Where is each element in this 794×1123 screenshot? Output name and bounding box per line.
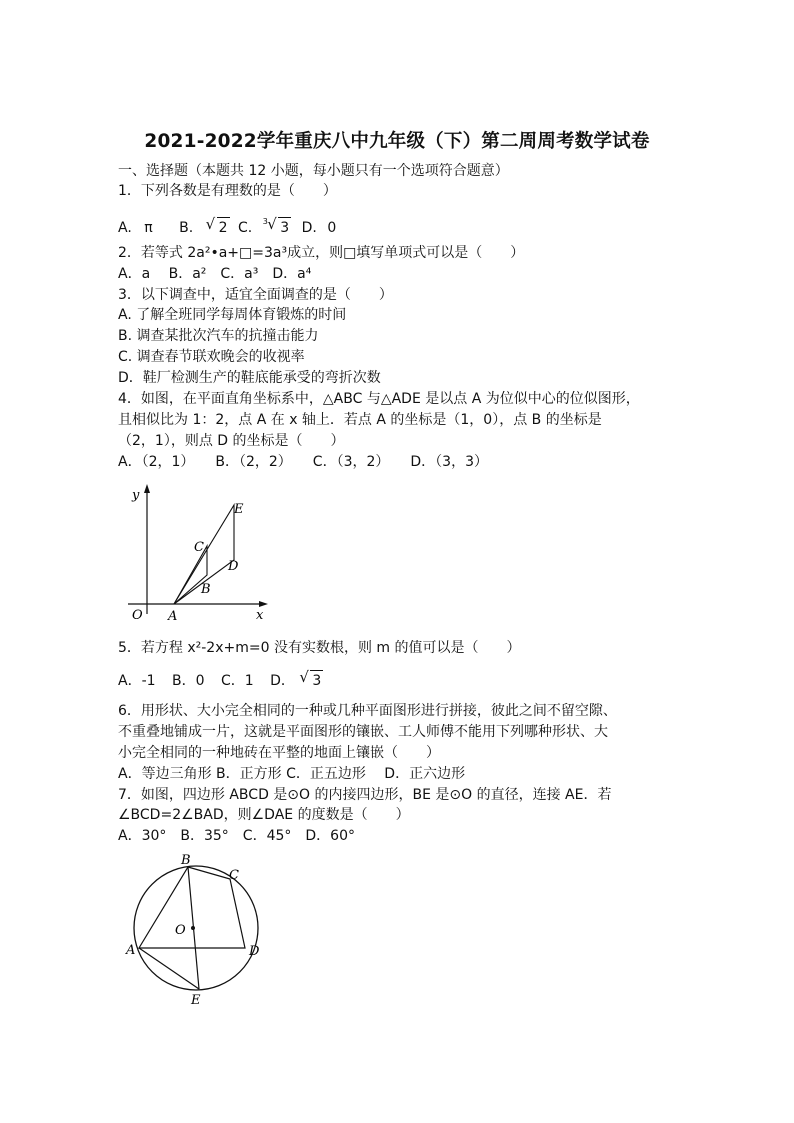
option-b-label: B. [179, 220, 194, 236]
question-7-options: A．30° B．35° C．45° D．60° [118, 828, 355, 844]
option-a: A．-1 [118, 673, 156, 689]
segment-ae [139, 948, 199, 989]
option-c-label: C. [238, 220, 253, 236]
label-c: C [229, 868, 239, 883]
option-d-value: 3 [310, 670, 323, 691]
question-6-stem-line2: 不重叠地铺成一片，这就是平面图形的镶嵌、工人师傅不能用下列哪种形状、大 [118, 724, 608, 740]
question-6-stem-line1: 6．用形状、大小完全相同的一种或几种平面图形进行拼接，彼此之间不留空隙、 [118, 703, 617, 719]
label-a: A [126, 943, 136, 958]
label-e: E [234, 502, 244, 517]
option-d-label: D． [270, 673, 295, 689]
label-y: y [132, 488, 140, 503]
option-d-label: D. [301, 220, 317, 236]
question-1-options [118, 212, 336, 238]
question-1-stem: 1．下列各数是有理数的是（ ） [118, 183, 337, 199]
center-dot [191, 926, 195, 930]
question-3-option-d: D．鞋厂检测生产的鞋底能承受的弯折次数 [118, 370, 381, 386]
question-5-stem: 5．若方程 x²-2x+m=0 没有实数根，则 m 的值可以是（ ） [118, 640, 521, 656]
option-d-value: 0 [327, 220, 337, 236]
question-4-figure [124, 478, 274, 628]
option-a-label: A. [118, 220, 132, 236]
label-x: x [256, 608, 264, 623]
cube-root-index: 3 [262, 217, 268, 226]
question-6-stem-line3: 小完全相同的一种地砖在平整的地面上镶嵌（ ） [118, 745, 440, 761]
question-6-options: A．等边三角形 B．正方形 C．正五边形 D．正六边形 [118, 766, 466, 782]
label-d: D [228, 559, 239, 574]
label-a: A [168, 609, 178, 624]
option-c-value: 3 [278, 217, 291, 238]
option-b: B．0 [172, 673, 205, 689]
question-7-figure [122, 852, 272, 1010]
cube-root-symbol: √ 3 [267, 215, 290, 236]
question-5-options [118, 670, 323, 691]
question-4-stem-line1: 4．如图，在平面直角坐标系中，△ABC 与△ADE 是以点 A 为位似中心的位似图形， [118, 391, 640, 407]
label-b: B [181, 853, 191, 868]
question-3-option-b: B. 调查某批次汽车的抗撞击能力 [118, 328, 319, 344]
question-2-stem: 2．若等式 2a²•a+□=3a³成立，则□填写单项式可以是（ ） [118, 245, 525, 261]
label-d: D [249, 944, 260, 959]
sqrt-symbol: √ 2 [205, 215, 228, 236]
question-2-options: A．a B．a² C．a³ D．a⁴ [118, 266, 312, 282]
x-axis-arrow [259, 601, 268, 607]
option-b-value: 2 [217, 217, 230, 238]
question-4-options: A．（2，1） B．（2，2） C．（3，2） D．（3，3） [118, 454, 488, 470]
question-4-stem-line3: （2，1），则点 D 的坐标是（ ） [118, 433, 345, 449]
option-a-value: π [144, 220, 153, 236]
question-3-option-a: A. 了解全班同学每周体育锻炼的时间 [118, 307, 347, 323]
question-4-stem-line2: 且相似比为 1：2，点 A 在 x 轴上．若点 A 的坐标是（1，0），点 B 的坐标是 [118, 412, 602, 428]
label-e: E [191, 993, 201, 1008]
label-c: C [194, 540, 204, 555]
question-3-option-c: C. 调查春节联欢晚会的收视率 [118, 349, 305, 365]
label-b: B [201, 582, 211, 597]
page-title: 2021-2022学年重庆八中九年级（下）第二周周考数学试卷 [144, 131, 650, 152]
question-3-stem: 3．以下调查中，适宜全面调查的是（ ） [118, 287, 393, 303]
label-o: O [175, 923, 186, 938]
question-7-stem-line2: ∠BCD=2∠BAD，则∠DAE 的度数是（ ） [118, 807, 410, 823]
sqrt-symbol: √ 3 [299, 668, 322, 689]
section-heading: 一、选择题（本题共 12 小题，每小题只有一个选项符合题意） [118, 163, 509, 179]
circle-o [134, 866, 258, 990]
y-axis-arrow [144, 484, 150, 493]
question-7-stem-line1: 7．如图，四边形 ABCD 是⊙O 的内接四边形，BE 是⊙O 的直径，连接 AE．若 [118, 787, 612, 803]
option-c: C．1 [220, 673, 254, 689]
label-o: O [132, 608, 143, 623]
